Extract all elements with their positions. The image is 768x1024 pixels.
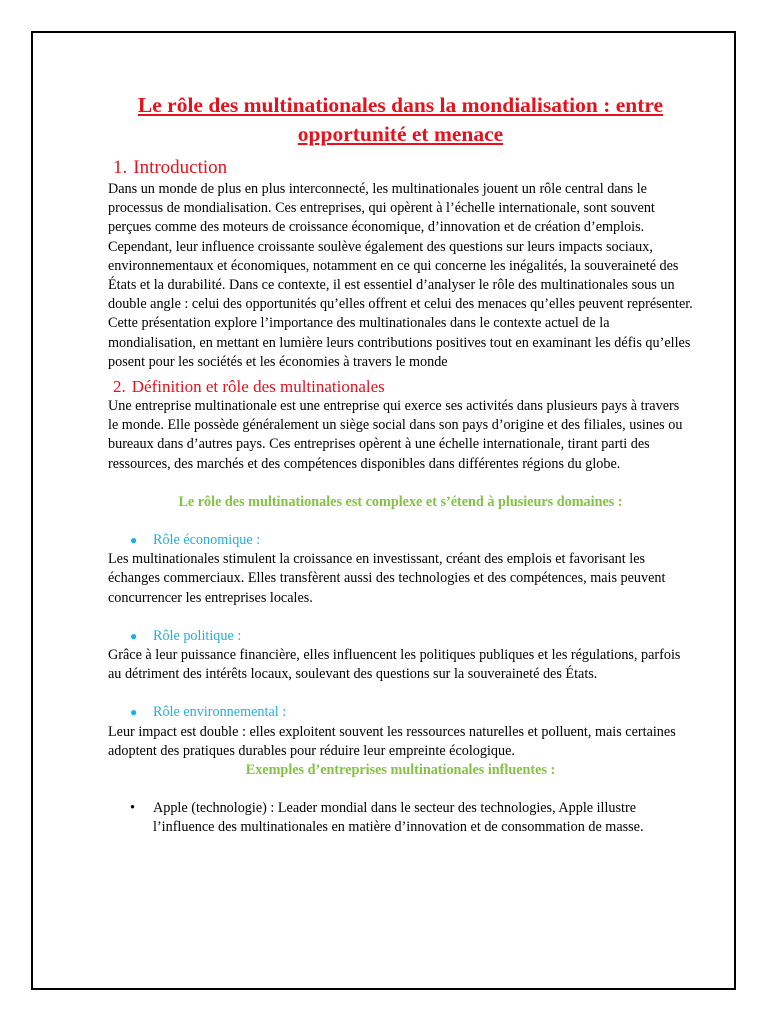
role-text-economique: Les multinationales stimulent la croissance en investissant, créant des emplois et favorisant les échanges commerciaux. Elles transfèrent aussi des technologies et des compétences, mais peuvent concurrencer les entreprises locales. (108, 551, 666, 606)
example-text: Apple (technologie) : Leader mondial dans le secteur des technologies, Apple illustre l’influence des multinationales en matière d’innovation et de consommation de masse. (153, 800, 644, 836)
section-heading-introduction (108, 156, 693, 180)
roles-heading: Le rôle des multinationales est complexe et s’étend à plusieurs domaines : (178, 493, 623, 510)
role-item-economique (108, 531, 693, 550)
section-heading-definition (108, 376, 693, 397)
role-item-politique (108, 627, 693, 646)
section-heading-text: Définition et rôle des multinationales (131, 377, 385, 397)
document-page (31, 31, 736, 990)
document-content (108, 91, 693, 838)
role-text-politique: Grâce à leur puissance financière, elles influencent les politiques publiques et les régulations, parfois au détriment des intérêts locaux, soulevant des questions sur la souveraineté des États. (108, 647, 681, 683)
role-label: Rôle environnemental : (153, 704, 287, 721)
role-text-environnemental: Leur impact est double : elles exploitent souvent les ressources naturelles et polluent, mais certaines adoptent des pratiques durables pour réduire leur empreinte écologique. (108, 723, 676, 759)
bullet-icon: ● (130, 705, 138, 720)
section-number: 2. (113, 377, 126, 397)
definition-paragraph: Une entreprise multinationale est une entreprise qui exerce ses activités dans plusieurs pays à travers le monde. Elle possède généralement un siège social dans son pays d’origine et des filiales, usines ou bureaux dans d’autres pays. Ces entreprises opèrent à une échelle internationale, tirant parti des ressources, des marchés et des compétences disponibles dans différentes régions du globe. (108, 398, 683, 472)
bullet-icon: ● (130, 533, 138, 548)
role-label: Rôle économique : (153, 532, 261, 549)
bullet-icon: • (130, 800, 135, 817)
section-number: 1. (113, 157, 128, 178)
role-label: Rôle politique : (153, 627, 242, 644)
examples-heading: Exemples d’entreprises multinationales influentes : (245, 762, 556, 779)
example-item-apple (108, 799, 693, 837)
document-title: Le rôle des multinationales dans la mondialisation : entre opportunité et menace (137, 93, 664, 146)
section-heading-text: Introduction (133, 157, 228, 178)
bullet-icon: ● (130, 628, 138, 643)
role-item-environnemental (108, 703, 693, 722)
introduction-paragraph: Dans un monde de plus en plus interconnecté, les multinationales jouent un rôle central dans le processus de mondialisation. Ces entreprises, qui opèrent à l’échelle internationale, sont souvent perçues comme des moteurs de croissance économique, d’innovation et de création d’emplois. Cependant, leur influence croissante soulève également des questions sur leurs impacts sociaux, environnementaux et économiques, notamment en ce qui concerne les inégalités, la souveraineté des États et la durabilité. Dans ce contexte, il est essentiel d’analyser le rôle des multinationales sous un double angle : celui des opportunités qu’elles offrent et celui des menaces qu’elles peuvent représenter. Cette présentation explore l’importance des multinationales dans le contexte actuel de la mondialisation, en mettant en lumière leurs contributions positives tout en examinant les défis qu’elles posent pour les sociétés et les économies à travers le monde (108, 181, 693, 370)
